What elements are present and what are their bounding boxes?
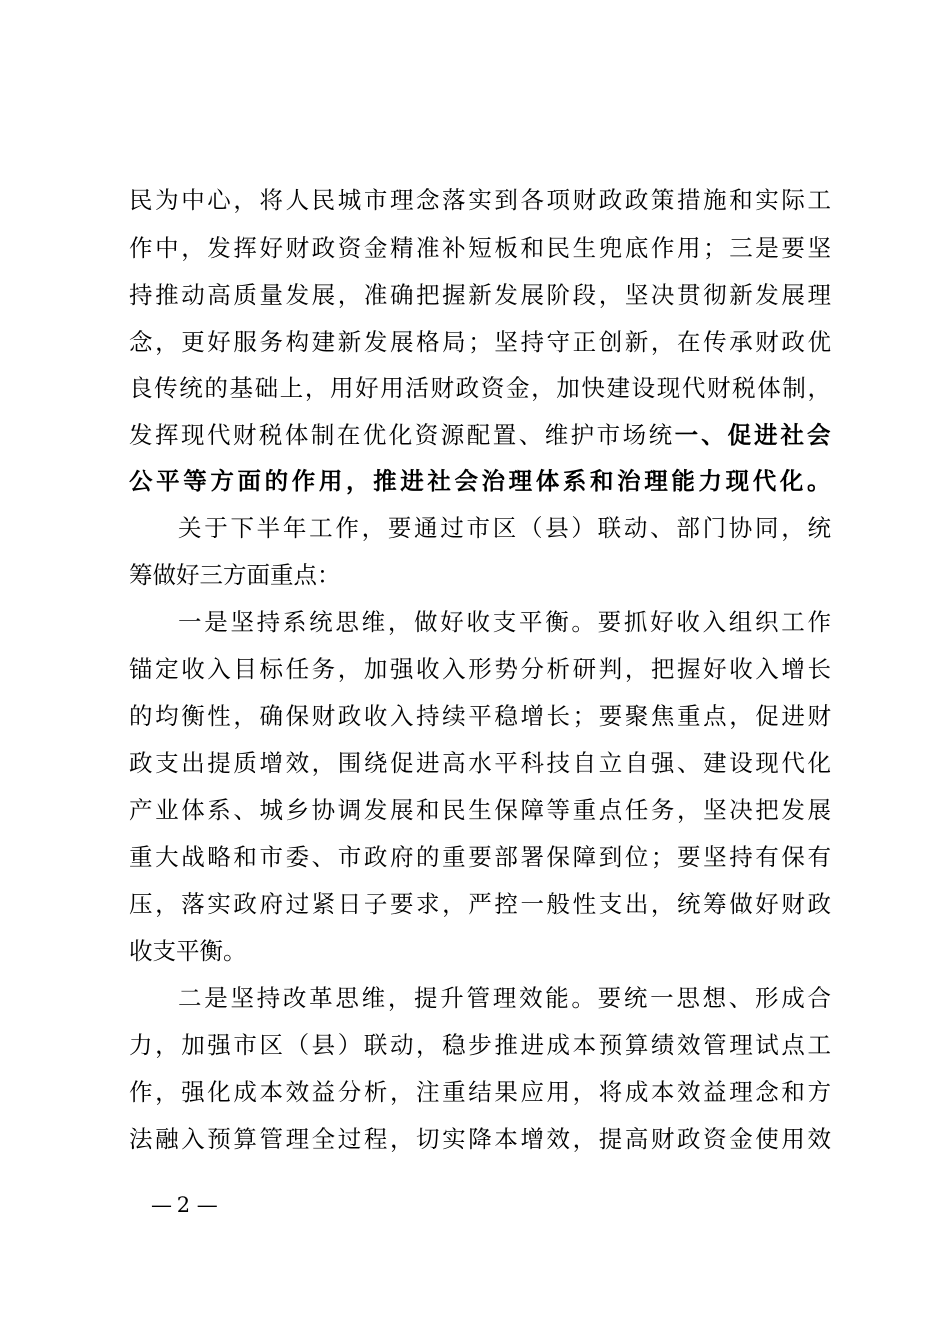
body-line: 政支出提质增效，围绕促进高水平科技自立自强、建设现代化 [129,749,831,777]
body-line: 良传统的基础上，用好用活财政资金，加快建设现代财税体制， [129,374,831,402]
body-line: 念，更好服务构建新发展格局；坚持守正创新，在传承财政优 [129,328,831,356]
body-line: 产业体系、城乡协调发展和民生保障等重点任务，坚决把发展 [129,796,831,824]
body-line: 法融入预算管理全过程，切实降本增效，提高财政资金使用效 [129,1125,831,1153]
footer-dash: — [151,1193,170,1217]
body-line: 持推动高质量发展，准确把握新发展阶段，坚决贯彻新发展理 [129,281,831,309]
body-line: 锚定收入目标任务，加强收入形势分析研判，把握好收入增长 [129,655,831,683]
paragraph-first-line: 一是坚持系统思维，做好收支平衡。要抓好收入组织工作 [178,608,831,636]
body-line: 筹做好三方面重点： [129,561,341,589]
body-line: 收支平衡。 [129,937,247,965]
body-line: 作中，发挥好财政资金精准补短板和民生兜底作用；三是要坚 [129,234,831,262]
page-number: 2 [176,1193,191,1217]
bold-text: 一、促进社会 [674,421,831,449]
paragraph-first-line: 关于下半年工作，要通过市区（县）联动、部门协同，统 [178,514,831,542]
footer-dash: — [196,1193,216,1217]
paragraph-first-line: 二是坚持改革思维，提升管理效能。要统一思想、形成合 [178,984,831,1012]
body-line: 的均衡性，确保财政收入持续平稳增长；要聚焦重点，促进财 [129,702,831,730]
body-text: 发挥现代财税体制在优化资源配置、维护市场统 [129,421,675,449]
body-line-mixed [129,415,831,455]
body-line: 压，落实政府过紧日子要求，严控一般性支出，统筹做好财政 [129,890,831,918]
body-line: 力，加强市区（县）联动，稳步推进成本预算绩效管理试点工 [129,1031,831,1059]
body-line: 民为中心，将人民城市理念落实到各项财政政策措施和实际工 [129,186,831,214]
body-line: 作，强化成本效益分析，注重结果应用，将成本效益理念和方 [129,1078,831,1106]
body-line: 重大战略和市委、市政府的重要部署保障到位；要坚持有保有 [129,843,831,871]
body-line-bold: 公平等方面的作用，推进社会治理体系和治理能力现代化。 [129,467,831,495]
page-footer [151,1190,216,1220]
